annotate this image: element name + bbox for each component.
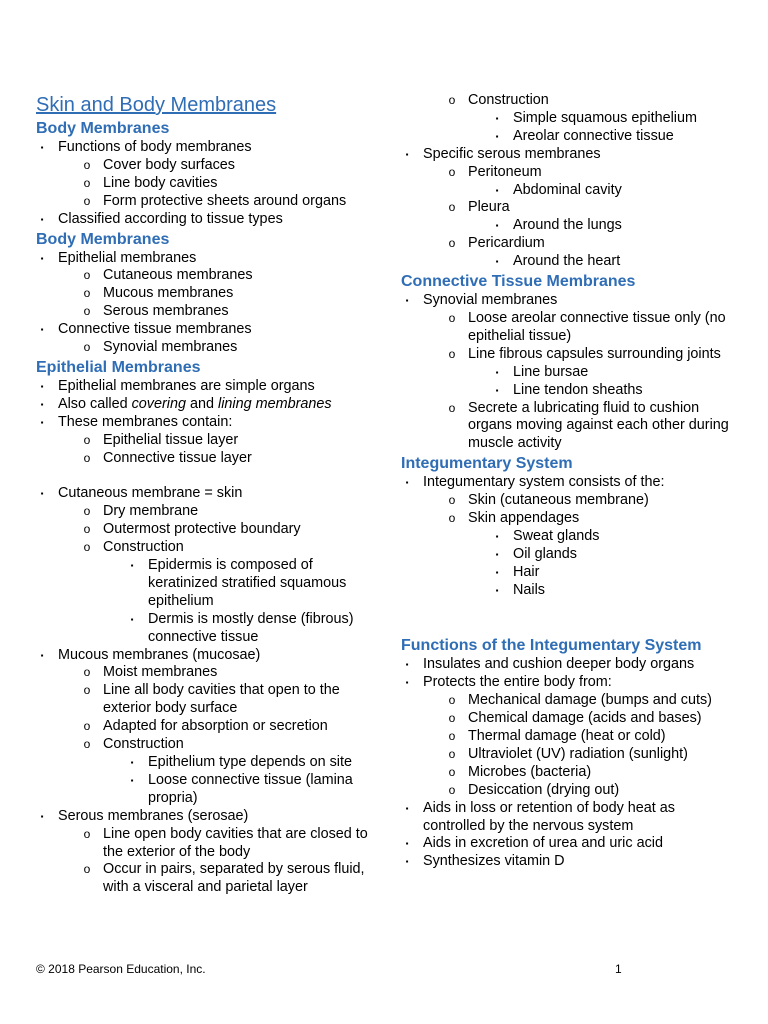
bullet-text: Dermis is mostly dense (fibrous) connective tissue [148, 610, 354, 645]
square-bullet-icon: ▪ [40, 381, 44, 391]
section-heading: Functions of the Integumentary System [401, 637, 702, 655]
bullet-text: Pleura [468, 199, 510, 216]
bullet-item-level-2 [36, 539, 376, 557]
bullet-text: Construction [103, 736, 184, 753]
circle-bullet-icon: o [83, 304, 91, 319]
bullet-item-level-2 [36, 175, 376, 193]
bullet-item-level-2 [401, 235, 741, 253]
bullet-item-level-1 [36, 647, 376, 665]
bullet-item-level-3 [401, 128, 741, 146]
bullet-item-level-1 [36, 808, 376, 826]
bullet-item-level-2 [36, 503, 376, 521]
bullet-item-level-3 [36, 754, 376, 772]
square-bullet-icon: ▪ [40, 325, 44, 335]
bullet-item-level-3 [401, 110, 741, 128]
square-bullet-icon: ▪ [405, 803, 409, 813]
bullet-text: Serous membranes [103, 303, 229, 320]
bullet-text: Peritoneum [468, 163, 542, 180]
square-bullet-icon: ▪ [405, 296, 409, 306]
circle-bullet-icon: o [83, 719, 91, 734]
bullet-text-part: and [186, 395, 219, 412]
bullet-text: Around the heart [513, 253, 621, 270]
bullet-text: Synthesizes vitamin D [423, 853, 565, 870]
circle-bullet-icon: o [83, 157, 91, 172]
section-heading: Epithelial Membranes [36, 358, 201, 376]
bullet-text: Sweat glands [513, 527, 600, 544]
bullet-text: Cutaneous membrane = skin [58, 485, 243, 502]
bullet-item-level-1 [36, 378, 376, 396]
square-bullet-icon: ▪ [495, 531, 499, 541]
bullet-text: Synovial membranes [103, 339, 238, 356]
bullet-item-level-2 [36, 267, 376, 285]
section-heading: Body Membranes [36, 230, 170, 248]
bullet-text: Abdominal cavity [513, 181, 622, 198]
square-bullet-icon: ▪ [495, 549, 499, 559]
bullet-text: Desiccation (drying out) [468, 781, 620, 798]
bullet-text: Secrete a lubricating fluid to cushion organs moving against each other during muscle activity [468, 399, 729, 452]
bullet-text: Cutaneous membranes [103, 267, 253, 284]
bullet-text: Insulates and cushion deeper body organs [423, 656, 695, 673]
bullet-text: Skin (cutaneous membrane) [468, 492, 649, 509]
bullet-text: Ultraviolet (UV) radiation (sunlight) [468, 745, 688, 762]
bullet-item-level-3 [36, 611, 376, 647]
circle-bullet-icon: o [83, 862, 91, 877]
square-bullet-icon: ▪ [405, 857, 409, 867]
bullet-item-level-2 [36, 861, 376, 897]
bullet-text: Line tendon sheaths [513, 381, 643, 398]
bullet-item-level-3 [401, 382, 741, 400]
bullet-text: Pericardium [468, 235, 545, 252]
bullet-text: Hair [513, 563, 540, 580]
square-bullet-icon: ▪ [40, 214, 44, 224]
square-bullet-icon: ▪ [495, 113, 499, 123]
italic-term: covering [131, 395, 186, 412]
bullet-item-level-2 [36, 303, 376, 321]
bullet-item-level-2 [401, 400, 741, 454]
circle-bullet-icon: o [448, 310, 456, 325]
footer-page-number: 1 [615, 962, 622, 976]
circle-bullet-icon: o [83, 193, 91, 208]
bullet-text: Line fibrous capsules surrounding joints [468, 345, 721, 362]
square-bullet-icon: ▪ [495, 567, 499, 577]
circle-bullet-icon: o [448, 236, 456, 251]
bullet-text: Aids in loss or retention of body heat as controlled by the nervous system [423, 799, 675, 834]
bullet-text: Classified according to tissue types [58, 210, 283, 227]
circle-bullet-icon: o [83, 340, 91, 355]
circle-bullet-icon: o [448, 493, 456, 508]
square-bullet-icon: ▪ [495, 131, 499, 141]
bullet-item-level-3 [401, 546, 741, 564]
spacer [401, 617, 741, 635]
bullet-item-level-2 [36, 664, 376, 682]
square-bullet-icon: ▪ [405, 660, 409, 670]
square-bullet-icon: ▪ [495, 367, 499, 377]
bullet-text: Construction [468, 92, 549, 108]
section-heading: Connective Tissue Membranes [401, 273, 636, 291]
bullet-item-level-1 [401, 474, 741, 492]
bullet-item-level-2 [401, 782, 741, 800]
bullet-item-level-2 [401, 199, 741, 217]
bullet-text-part: Also called [58, 395, 132, 412]
circle-bullet-icon: o [448, 728, 456, 743]
bullet-text: Nails [513, 581, 545, 598]
bullet-text: Connective tissue membranes [58, 321, 252, 338]
circle-bullet-icon: o [83, 432, 91, 447]
bullet-item-level-3 [36, 772, 376, 808]
bullet-text: Moist membranes [103, 664, 218, 681]
bullet-text: Mucous membranes [103, 285, 234, 302]
square-bullet-icon: ▪ [40, 811, 44, 821]
square-bullet-icon: ▪ [130, 775, 134, 785]
circle-bullet-icon: o [448, 693, 456, 708]
bullet-text: Aids in excretion of urea and uric acid [423, 835, 663, 852]
circle-bullet-icon: o [448, 711, 456, 726]
bullet-item-level-1 [36, 414, 376, 432]
bullet-item-level-2 [36, 450, 376, 468]
bullet-text: Around the lungs [513, 217, 622, 234]
bullet-text [58, 396, 376, 414]
right-column [401, 92, 741, 871]
bullet-text: Mechanical damage (bumps and cuts) [468, 692, 712, 709]
bullet-item-level-2 [36, 193, 376, 211]
square-bullet-icon: ▪ [40, 253, 44, 263]
bullet-text: Epithelial membranes are simple organs [58, 377, 315, 394]
circle-bullet-icon: o [448, 346, 456, 361]
bullet-text: Loose connective tissue (lamina propria) [148, 771, 353, 806]
bullet-item-level-1 [36, 396, 376, 414]
bullet-text: Integumentary system consists of the: [423, 474, 665, 491]
square-bullet-icon: ▪ [405, 149, 409, 159]
square-bullet-icon: ▪ [40, 417, 44, 427]
bullet-item-level-2 [401, 310, 741, 346]
square-bullet-icon: ▪ [405, 678, 409, 688]
bullet-text: Cover body surfaces [103, 156, 235, 173]
square-bullet-icon: ▪ [495, 185, 499, 195]
bullet-item-level-1 [401, 656, 741, 674]
bullet-item-level-1 [36, 321, 376, 339]
left-column [36, 92, 376, 897]
bullet-text: Line bursae [513, 363, 589, 380]
square-bullet-icon: ▪ [495, 257, 499, 267]
section-heading: Body Membranes [36, 120, 170, 137]
bullet-text: Epithelial tissue layer [103, 431, 239, 448]
bullet-text: Skin appendages [468, 510, 580, 527]
circle-bullet-icon: o [448, 93, 456, 107]
bullet-item-level-1 [401, 800, 741, 836]
bullet-text: Occur in pairs, separated by serous fluid, with a visceral and parietal layer [103, 861, 365, 896]
circle-bullet-icon: o [448, 764, 456, 779]
square-bullet-icon: ▪ [40, 650, 44, 660]
bullet-item-level-1 [401, 835, 741, 853]
bullet-text: Oil glands [513, 545, 577, 562]
circle-bullet-icon: o [448, 400, 456, 415]
bullet-item-level-2 [401, 164, 741, 182]
bullet-text: Form protective sheets around organs [103, 192, 347, 209]
bullet-item-level-2 [36, 339, 376, 357]
bullet-item-level-3 [401, 253, 741, 271]
bullet-item-level-1 [36, 139, 376, 157]
bullet-item-level-2 [36, 826, 376, 862]
bullet-item-level-2 [36, 682, 376, 718]
bullet-item-level-1 [401, 853, 741, 871]
bullet-item-level-3 [401, 217, 741, 235]
section-heading: Integumentary System [401, 455, 573, 473]
bullet-text: Simple squamous epithelium [513, 109, 697, 126]
bullet-item-level-2 [36, 432, 376, 450]
bullet-text: Chemical damage (acids and bases) [468, 710, 702, 727]
bullet-text: Construction [103, 539, 184, 556]
bullet-text: Synovial membranes [423, 292, 558, 309]
circle-bullet-icon: o [83, 540, 91, 555]
bullet-item-level-2 [401, 764, 741, 782]
bullet-text: Functions of body membranes [58, 139, 252, 155]
bullet-item-level-2 [401, 510, 741, 528]
document-title: Skin and Body Membranes [36, 94, 277, 116]
bullet-item-level-2 [401, 346, 741, 364]
bullet-text: Specific serous membranes [423, 145, 601, 162]
bullet-item-level-1 [401, 146, 741, 164]
italic-term: lining membranes [218, 395, 332, 412]
circle-bullet-icon: o [83, 665, 91, 680]
bullet-text: Line body cavities [103, 174, 218, 191]
bullet-text: Loose areolar connective tissue only (no epithelial tissue) [468, 309, 726, 344]
bullet-text: Serous membranes (serosae) [58, 807, 249, 824]
square-bullet-icon: ▪ [495, 221, 499, 231]
bullet-item-level-1 [36, 485, 376, 503]
bullet-item-level-2 [401, 492, 741, 510]
square-bullet-icon: ▪ [130, 757, 134, 767]
bullet-text: Dry membrane [103, 503, 199, 520]
circle-bullet-icon: o [448, 164, 456, 179]
spacer [36, 468, 376, 486]
bullet-item-level-3 [401, 564, 741, 582]
circle-bullet-icon: o [83, 504, 91, 519]
bullet-text: Epithelium type depends on site [148, 753, 352, 770]
bullet-text: Microbes (bacteria) [468, 763, 592, 780]
circle-bullet-icon: o [448, 200, 456, 215]
circle-bullet-icon: o [83, 268, 91, 283]
circle-bullet-icon: o [83, 737, 91, 752]
bullet-item-level-2 [401, 692, 741, 710]
bullet-text: Mucous membranes (mucosae) [58, 646, 261, 663]
bullet-text: Outermost protective boundary [103, 521, 301, 538]
bullet-item-level-3 [401, 182, 741, 200]
bullet-item-level-1 [401, 674, 741, 692]
bullet-text: Thermal damage (heat or cold) [468, 727, 666, 744]
square-bullet-icon: ▪ [130, 614, 134, 624]
square-bullet-icon: ▪ [40, 399, 44, 409]
bullet-text: These membranes contain: [58, 413, 233, 430]
square-bullet-icon: ▪ [40, 489, 44, 499]
bullet-item-level-3 [401, 528, 741, 546]
bullet-item-level-2 [401, 710, 741, 728]
bullet-item-level-3 [36, 557, 376, 611]
bullet-item-level-1 [401, 292, 741, 310]
bullet-item-level-2 [401, 92, 741, 110]
bullet-item-level-3 [401, 582, 741, 600]
bullet-text: Epithelial membranes [58, 249, 197, 266]
bullet-item-level-2 [36, 521, 376, 539]
bullet-item-level-3 [401, 364, 741, 382]
square-bullet-icon: ▪ [495, 585, 499, 595]
circle-bullet-icon: o [83, 683, 91, 698]
bullet-item-level-2 [36, 285, 376, 303]
square-bullet-icon: ▪ [40, 143, 44, 152]
bullet-text: Connective tissue layer [103, 449, 252, 466]
square-bullet-icon: ▪ [405, 478, 409, 488]
circle-bullet-icon: o [448, 782, 456, 797]
footer-copyright: © 2018 Pearson Education, Inc. [36, 962, 206, 976]
circle-bullet-icon: o [83, 286, 91, 301]
bullet-item-level-2 [401, 728, 741, 746]
bullet-item-level-1 [36, 250, 376, 268]
bullet-text: Epidermis is composed of keratinized stratified squamous epithelium [148, 557, 347, 609]
square-bullet-icon: ▪ [405, 839, 409, 849]
circle-bullet-icon: o [83, 522, 91, 537]
bullet-text: Line open body cavities that are closed to the exterior of the body [103, 825, 368, 860]
square-bullet-icon: ▪ [130, 561, 134, 571]
bullet-text: Adapted for absorption or secretion [103, 718, 328, 735]
bullet-item-level-2 [36, 157, 376, 175]
circle-bullet-icon: o [83, 826, 91, 841]
circle-bullet-icon: o [448, 746, 456, 761]
circle-bullet-icon: o [83, 450, 91, 465]
bullet-text: Protects the entire body from: [423, 674, 612, 691]
bullet-item-level-2 [36, 718, 376, 736]
bullet-item-level-2 [401, 746, 741, 764]
bullet-item-level-2 [36, 736, 376, 754]
circle-bullet-icon: o [83, 175, 91, 190]
bullet-text: Line all body cavities that open to the exterior body surface [103, 682, 340, 717]
spacer [401, 600, 741, 618]
circle-bullet-icon: o [448, 511, 456, 526]
square-bullet-icon: ▪ [495, 385, 499, 395]
bullet-text: Areolar connective tissue [513, 127, 674, 144]
bullet-item-level-1 [36, 211, 376, 229]
